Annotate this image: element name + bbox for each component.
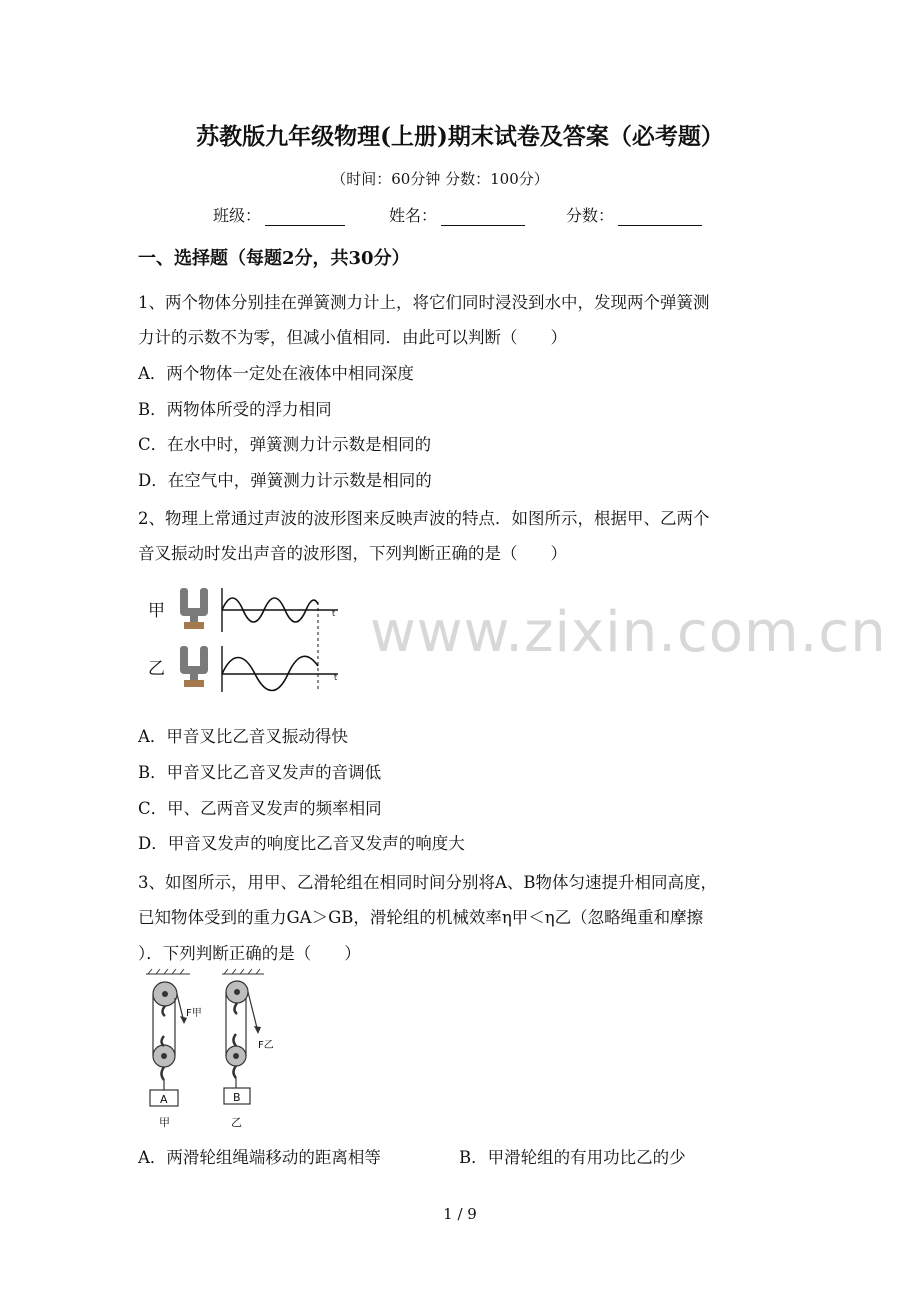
force-label-jia: F甲 [186,1008,202,1019]
field-score-blank [618,209,702,226]
q3-option-a: A．两滑轮组绳端移动的距离相等 [138,1148,381,1167]
pulley-label-jia: 甲 [159,1116,170,1129]
q1-stem-line1: 1、两个物体分别挂在弹簧测力计上，将它们同时浸没到水中，发现两个弹簧测 [138,293,710,312]
q3-option-b: B．甲滑轮组的有用功比乙的少 [459,1148,686,1167]
q1-stem-line2: 力计的示数不为零，但减小值相同．由此可以判断（ ） [138,328,567,347]
q2-stem-line1: 2、物理上常通过声波的波形图来反映声波的特点．如图所示，根据甲、乙两个 [138,509,710,528]
pulley-label-yi: 乙 [231,1116,242,1129]
field-name-blank [441,209,525,226]
tuning-fork-icon [180,588,208,629]
fig-label-jia: 甲 [148,601,165,621]
q2-option-d: D．甲音叉发声的响度比乙音叉发声的响度大 [138,834,465,853]
field-class-blank [265,209,345,226]
field-class-label: 班级： [213,206,262,225]
section-heading: 一、选择题（每题2分，共30分） [138,248,410,269]
field-score-label: 分数： [566,206,615,225]
field-score [566,203,702,226]
page-number: 1 / 9 [443,1205,477,1223]
ceiling-hatch [146,969,264,974]
field-name-label: 姓名： [389,206,438,225]
q1-option-a: A．两个物体一定处在液体中相同深度 [138,364,414,383]
q3-stem-line1: 3、如图所示，用甲、乙滑轮组在相同时间分别将A、B物体匀速提升相同高度， [138,873,718,892]
q2-option-b: B．甲音叉比乙音叉发声的音调低 [138,763,382,782]
tuning-fork-icon [180,646,208,687]
tuning-fork-waveform-figure [140,580,350,700]
q2-option-c: C．甲、乙两音叉发声的频率相同 [138,799,382,818]
fig-t-label-1: t [332,609,336,618]
field-name [389,203,525,226]
exam-subtitle: （时间：60分钟 分数：100分） [331,170,549,188]
q3-stem-line3: ）．下列判断正确的是（ ） [138,944,361,963]
q1-option-b: B．两物体所受的浮力相同 [138,400,332,419]
fig-label-yi: 乙 [148,659,165,679]
watermark: www.zixin.com.cn [370,600,887,665]
object-a-label: A [160,1093,168,1106]
q3-stem-line2: 已知物体受到的重力GA＞GB，滑轮组的机械效率η甲＜η乙（忽略绳重和摩擦 [138,908,704,927]
q1-option-d: D．在空气中，弹簧测力计示数是相同的 [138,471,432,490]
field-class [213,203,345,226]
page-title: 苏教版九年级物理(上册)期末试卷及答案（必考题） [196,123,724,150]
object-b-label: B [233,1091,241,1104]
force-label-yi: F乙 [258,1040,274,1051]
pulley-system-jia [150,982,202,1129]
q1-option-c: C．在水中时，弹簧测力计示数是相同的 [138,435,432,454]
pulley-system-yi [224,981,274,1129]
fig-t-label-2: t [334,673,338,682]
q2-stem-line2: 音叉振动时发出声音的波形图，下列判断正确的是（ ） [138,544,567,563]
pulley-system-figure [140,968,290,1136]
q2-option-a: A．甲音叉比乙音叉振动得快 [138,727,348,746]
